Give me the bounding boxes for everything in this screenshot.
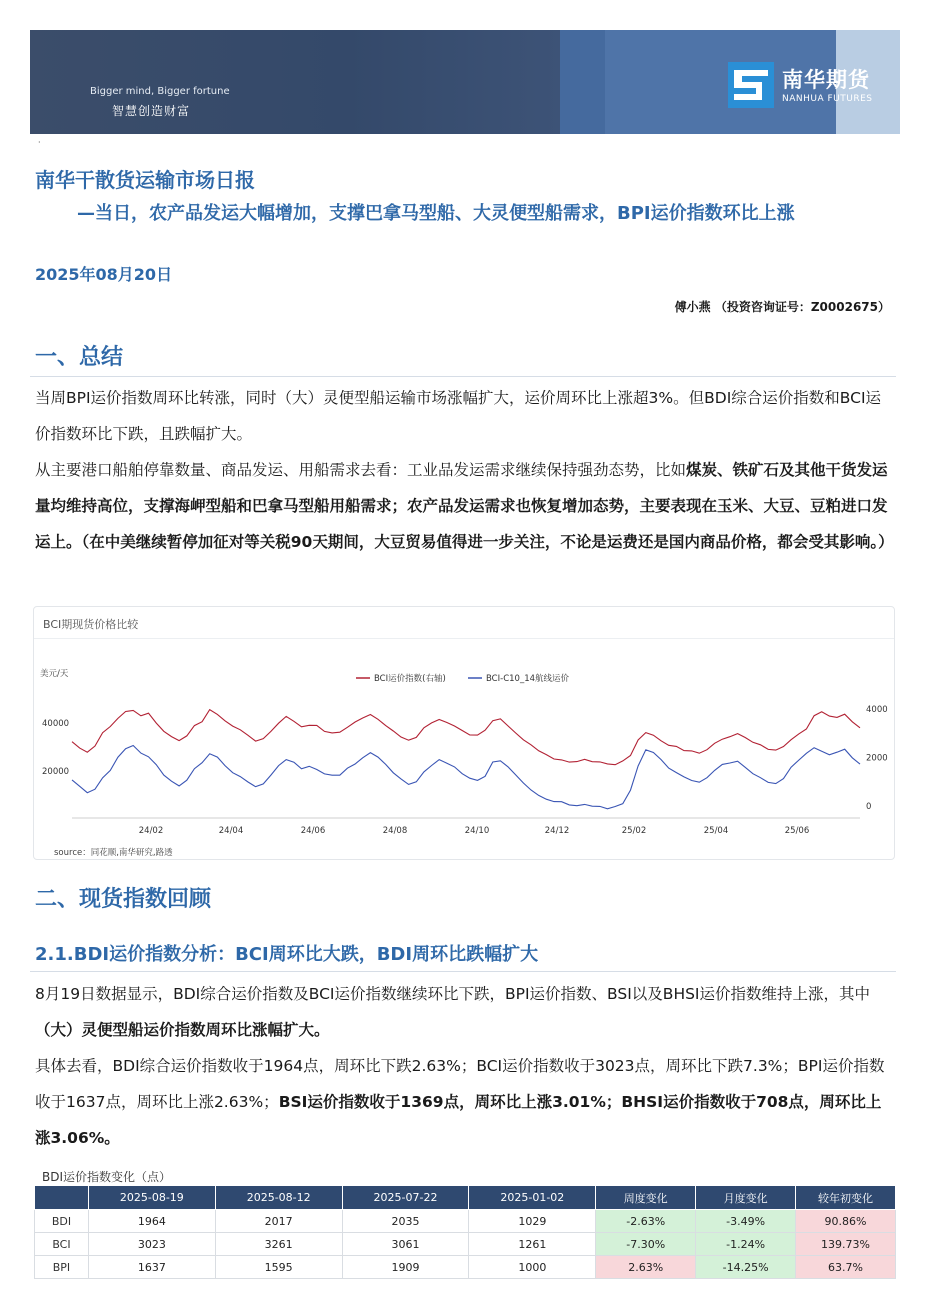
chart-source: source：同花顺,南华研究,路透 xyxy=(54,848,173,858)
right-axis-tick-label: 4000 xyxy=(866,705,888,715)
table-cell: 1261 xyxy=(469,1233,596,1256)
table-row xyxy=(35,1256,896,1279)
x-axis-tick-label: 25/02 xyxy=(621,826,647,836)
table-cell: BDI xyxy=(35,1210,89,1233)
slogan-chinese: 智慧创造财富 xyxy=(112,104,191,118)
bci-index-line xyxy=(72,710,860,765)
analysis-paragraph-2-bold: BSI运价指数收于1369点，周环比上涨3.01%；BHSI运价指数收于708点，周环比上涨3.06%。 xyxy=(35,1093,882,1147)
table-header-cell: 2025-08-19 xyxy=(88,1186,215,1210)
table-cell: 3261 xyxy=(215,1233,342,1256)
separator-dot: · xyxy=(38,138,41,147)
table-cell: 1964 xyxy=(88,1210,215,1233)
table-cell: 2.63% xyxy=(596,1256,696,1279)
table-row xyxy=(35,1210,896,1233)
banner-panel-dark xyxy=(560,30,605,134)
chart-legend xyxy=(356,673,570,684)
bdi-index-table xyxy=(34,1185,896,1279)
right-axis-tick-label: 0 xyxy=(866,802,872,812)
analysis-paragraph-1 xyxy=(35,976,895,1048)
table-cell: 3023 xyxy=(88,1233,215,1256)
sub-heading-bdi-analysis: 2.1.BDI运价指数分析：BCI周环比大跌，BDI周环比跌幅扩大 xyxy=(35,944,539,965)
axis-ticks xyxy=(42,705,888,836)
table-cell: 1637 xyxy=(88,1256,215,1279)
x-axis-tick-label: 24/02 xyxy=(138,826,164,836)
table-cell: BPI xyxy=(35,1256,89,1279)
bci-line-chart xyxy=(34,640,894,860)
left-axis-tick-label: 40000 xyxy=(42,719,70,729)
legend-label-bci-index: BCI运价指数(右轴) xyxy=(374,674,446,684)
table-cell: -14.25% xyxy=(696,1256,796,1279)
section-heading-summary: 一、总结 xyxy=(35,345,124,370)
sub-section-divider xyxy=(30,971,896,972)
table-cell: -3.49% xyxy=(696,1210,796,1233)
bci-chart-card xyxy=(33,606,895,860)
left-axis-unit-label: 美元/天 xyxy=(40,669,69,679)
table-row xyxy=(35,1233,896,1256)
analysis-paragraph-2-plain: 具体去看，BDI综合运价指数收于1964点，周环比下跌2.63%；BCI运价指数收于3023点，周环比下跌7.3%；BPI运价指数收于1637点，周环比上涨2.63%； xyxy=(35,1057,885,1111)
banner-background xyxy=(30,30,560,134)
report-author: 傅小燕 （投资咨询证号：Z0002675） xyxy=(674,300,890,314)
section-divider xyxy=(30,376,896,377)
logo-chinese-name: 南华期货 xyxy=(782,68,870,92)
table-header-cell: 2025-01-02 xyxy=(469,1186,596,1210)
chart-card-title: BCI期现货价格比较 xyxy=(43,618,139,631)
analysis-paragraph-1-plain: 8月19日数据显示，BDI综合运价指数及BCI运价指数继续环比下跌，BPI运价指数、BSI以及BHSI运价指数维持上涨，其中 xyxy=(35,985,871,1003)
index-table-caption: BDI运价指数变化（点） xyxy=(42,1170,172,1184)
table-cell: 3061 xyxy=(342,1233,469,1256)
logo-english-name: NANHUA FUTURES xyxy=(782,94,873,104)
chart-series xyxy=(72,710,860,809)
x-axis-tick-label: 24/06 xyxy=(300,826,326,836)
summary-paragraph-2 xyxy=(35,452,895,560)
x-axis-tick-label: 24/08 xyxy=(382,826,408,836)
table-cell: 2035 xyxy=(342,1210,469,1233)
c10-14-route-line xyxy=(72,746,860,809)
table-cell: -1.24% xyxy=(696,1233,796,1256)
table-header-cell: 2025-07-22 xyxy=(342,1186,469,1210)
table-header-cell xyxy=(35,1186,89,1210)
summary-paragraph-2-plain: 从主要港口船舶停靠数量、商品发运、用船需求去看：工业品发运需求继续保持强劲态势，比如 xyxy=(35,461,687,479)
slogan-english: Bigger mind, Bigger fortune xyxy=(90,86,230,97)
table-cell: 90.86% xyxy=(796,1210,896,1233)
x-axis-tick-label: 24/12 xyxy=(544,826,570,836)
nanhua-logo-icon xyxy=(728,62,774,108)
table-header-cell: 月度变化 xyxy=(696,1186,796,1210)
table-header-row xyxy=(35,1186,896,1210)
table-cell: 1000 xyxy=(469,1256,596,1279)
analysis-paragraph-2 xyxy=(35,1048,895,1156)
table-header-cell: 较年初变化 xyxy=(796,1186,896,1210)
x-axis-tick-label: 25/04 xyxy=(703,826,729,836)
summary-paragraph-2-bold: 煤炭、铁矿石及其他干货发运量均维持高位，支撑海岬型船和巴拿马型船用船需求；农产品发运需求也恢复增加态势，主要表现在玉米、大豆、豆粕进口发运上。（在中美继续暂停加征对等关税90天期间，大豆贸易值得进一步关注，不论是运费还是国内商品价格，都会受其影响。） xyxy=(35,461,894,551)
x-axis-tick-label: 24/04 xyxy=(218,826,244,836)
table-cell: 1909 xyxy=(342,1256,469,1279)
table-cell: 2017 xyxy=(215,1210,342,1233)
table-cell: 1595 xyxy=(215,1256,342,1279)
report-title: 南华干散货运输市场日报 xyxy=(35,168,255,192)
table-header-cell: 2025-08-12 xyxy=(215,1186,342,1210)
report-date: 2025年08月20日 xyxy=(35,265,173,284)
report-banner xyxy=(30,30,900,134)
table-cell: 139.73% xyxy=(796,1233,896,1256)
left-axis-tick-label: 20000 xyxy=(42,767,70,777)
table-header-cell: 周度变化 xyxy=(596,1186,696,1210)
table-cell: BCI xyxy=(35,1233,89,1256)
right-axis-tick-label: 2000 xyxy=(866,753,888,764)
table-cell: 1029 xyxy=(469,1210,596,1233)
report-subtitle: —当日，农产品发运大幅增加，支撑巴拿马型船、大灵便型船需求，BPI运价指数环比上涨 xyxy=(77,203,795,224)
x-axis-tick-label: 25/06 xyxy=(784,826,810,836)
x-axis-tick-label: 24/10 xyxy=(464,826,490,836)
chart-card-header xyxy=(34,607,894,639)
summary-paragraph-1: 当周BPI运价指数周环比转涨，同时（大）灵便型船运输市场涨幅扩大，运价周环比上涨超3%。但BDI综合运价指数和BCI运价指数环比下跌，且跌幅扩大。 xyxy=(35,389,882,443)
table-cell: -7.30% xyxy=(596,1233,696,1256)
table-cell: 63.7% xyxy=(796,1256,896,1279)
table-cell: -2.63% xyxy=(596,1210,696,1233)
section-heading-spot-index: 二、现货指数回顾 xyxy=(35,887,212,912)
analysis-paragraph-1-bold: （大）灵便型船运价指数周环比涨幅扩大。 xyxy=(35,1021,330,1039)
legend-label-c10-14: BCI-C10_14航线运价 xyxy=(486,674,570,684)
